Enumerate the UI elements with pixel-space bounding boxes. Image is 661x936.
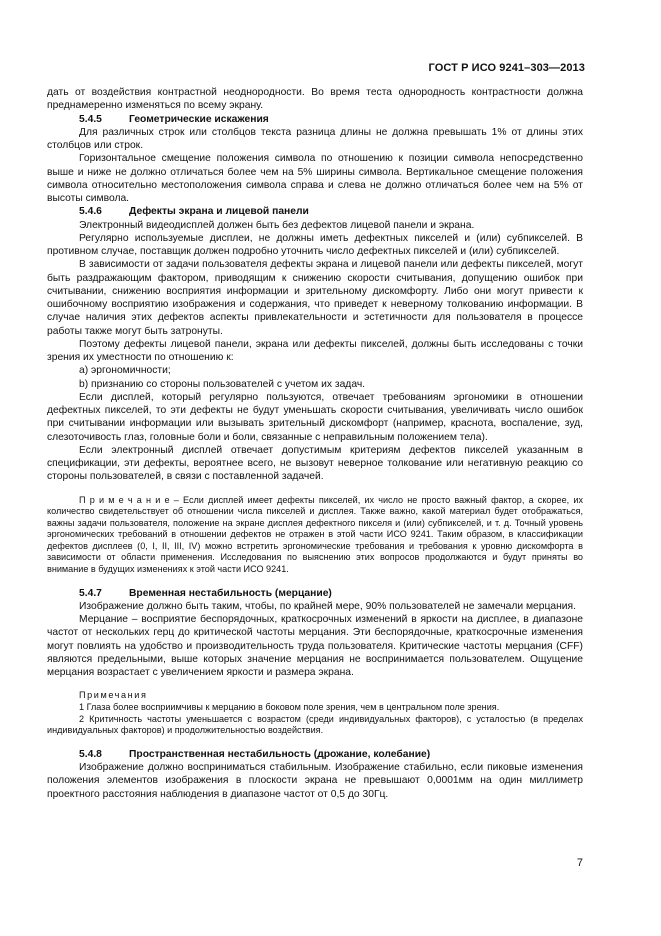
paragraph: а) эргономичности; bbox=[79, 365, 171, 377]
page-number: 7 bbox=[576, 857, 583, 869]
section-title: Временная нестабильность (мерцание) bbox=[129, 587, 332, 599]
section-heading bbox=[47, 748, 583, 761]
note-text: – Если дисплей имеет дефекты пикселей, их число не просто важный фактор, а скорее, их количество свидетельствует об отношении числа пикселей и дисплея. Также важно, какой материал будет отображаться, важны задачи пользователя, положение на экране дисплея дефектного пикселя и (или) субпикселей, и т. д. Точный уровень эргономических требований в отношении дефектов не отражен в этой части ИСО 9241. Таким образом, в классификации дефектов дисплеев (0, I, II, III, IV) можно встретить эргономические требования и требования к уровню дискомфорта в зависимости от области применения. Исследования по выяснению этих вопросов продолжаются и будут приняты во внимание в будущих изменениях к этой части ИСО 9241. bbox=[47, 494, 583, 575]
note bbox=[47, 495, 583, 576]
vertical-spacer bbox=[47, 484, 583, 495]
paragraph: Регулярно используемые дисплеи, не должны иметь дефектных пикселей и (или) субпикселей. В противном случае, поставщик должен подробно уточнить число дефектных пикселей и (или) субпикселей. bbox=[47, 232, 583, 257]
section-title: Дефекты экрана и лицевой панели bbox=[129, 206, 309, 218]
vertical-spacer bbox=[47, 737, 583, 748]
section-heading bbox=[47, 587, 583, 600]
section-title: Пространственная нестабильность (дрожание, колебание) bbox=[129, 748, 431, 760]
document-body bbox=[47, 86, 583, 801]
section-number: 5.4.8 bbox=[79, 748, 102, 760]
vertical-spacer bbox=[47, 576, 583, 587]
notes-heading: Примечания bbox=[79, 690, 148, 701]
paragraph: дать от воздействия контрастной неоднородности. Во время теста однородность контрастности должна преднамеренно изменяться по всему экрану. bbox=[47, 87, 583, 112]
paragraph: Поэтому дефекты лицевой панели, экрана или дефекты пикселей, должны быть исследованы с точки зрения их уместности по отношению к: bbox=[47, 338, 583, 363]
paragraph: В зависимости от задачи пользователя дефекты экрана и лицевой панели или дефекты пикселей, могут быть раздражающим фактором, приводящим к снижению скорости считывания, допущению ошибок при считывании, снижению восприятия информации и зрительному дискомфорту. Либо они могут привести к ошибочному восприятию изображения и содержания, что приведет к неверному толкованию информации. В случае наличия этих дефектов аспекты привлекательности и эстетичности для пользователя в процессе работы также могут быть затронуты. bbox=[47, 259, 583, 337]
paragraph: Изображение должно быть таким, чтобы, по крайней мере, 90% пользователей не замечали мерцания. bbox=[79, 600, 576, 612]
paragraph: Электронный видеодисплей должен быть без дефектов лицевой панели и экрана. bbox=[79, 219, 475, 231]
paragraph: Если дисплей, который регулярно пользуются, отвечает требованиям эргономики в отношении дефектных пикселей, то эти дефекты не будут уменьшать скорости считывания, увеличивать число ошибок при считывании информации или вызывать зрительный дискомфорт (например, краснота, воспаление, зуд, слезоточивость глаз, головные боли и боли, связанные с неправильным положением тела). bbox=[47, 391, 583, 443]
paragraph: b) признанию со стороны пользователей с учетом их задач. bbox=[79, 378, 366, 390]
section-number: 5.4.5 bbox=[79, 113, 102, 125]
paragraph: Мерцание – восприятие беспорядочных, краткосрочных изменений в яркости на дисплее, в диапазоне частот от нескольких герц до критической частоты мерцания. Эти беспорядочные, краткосрочные изменения могут повлиять на удобство и производительность труда пользователя. Критические частоты мерцания (CFF) являются предельными, выше которых значение мерцания не воспринимается пользователем. Ощущение мерцания возрастает с увеличением яркости и размера экрана. bbox=[47, 614, 583, 679]
note-label: П р и м е ч а н и е bbox=[79, 494, 170, 505]
paragraph: Горизонтальное смещение положения символа по отношению к позиции символа непосредственно выше и ниже не должно отличаться более чем на 5% ширины символа. Вертикальное смещение положения символа относительно местоположения символа справа и слева не должно отличаться более чем на 5% от высоты символа. bbox=[47, 153, 583, 204]
section-title: Геометрические искажения bbox=[129, 113, 269, 125]
vertical-spacer bbox=[47, 679, 583, 690]
document-code-header: ГОСТ Р ИСО 9241–303—2013 bbox=[428, 62, 585, 74]
paragraph: Изображение должно восприниматься стабильным. Изображение стабильно, если пиковые изменения положения элементов изображения в плоскости экрана не превышают 0,0001мм на один миллиметр проектного расстояния наблюдения в диапазоне частот от 0,5 до 30Гц. bbox=[47, 762, 583, 800]
section-number: 5.4.6 bbox=[79, 206, 102, 218]
paragraph: Для различных строк или столбцов текста разница длины не должна превышать 1% от длины этих столбцов или строк. bbox=[47, 126, 583, 151]
note-item: 2 Критичность частоты уменьшается с возрастом (среди индивидуальных факторов), с усталостью (в пределах индивидуальных факторов) и продолжительностью воздействия. bbox=[47, 713, 583, 736]
note-item: 1 Глаза более восприимчивы к мерцанию в боковом поле зрения, чем в центральном поле зрения. bbox=[79, 702, 500, 712]
section-number: 5.4.7 bbox=[79, 587, 102, 599]
section-heading bbox=[47, 113, 583, 126]
paragraph: Если электронный дисплей отвечает допустимым критериям дефектов пикселей указанным в спецификации, эти дефекты, вероятнее всего, не вызовут неверное толкование или негативную реакцию со стороны пользователей, в связи с поставленной задачей. bbox=[47, 444, 583, 483]
section-heading bbox=[47, 205, 583, 218]
